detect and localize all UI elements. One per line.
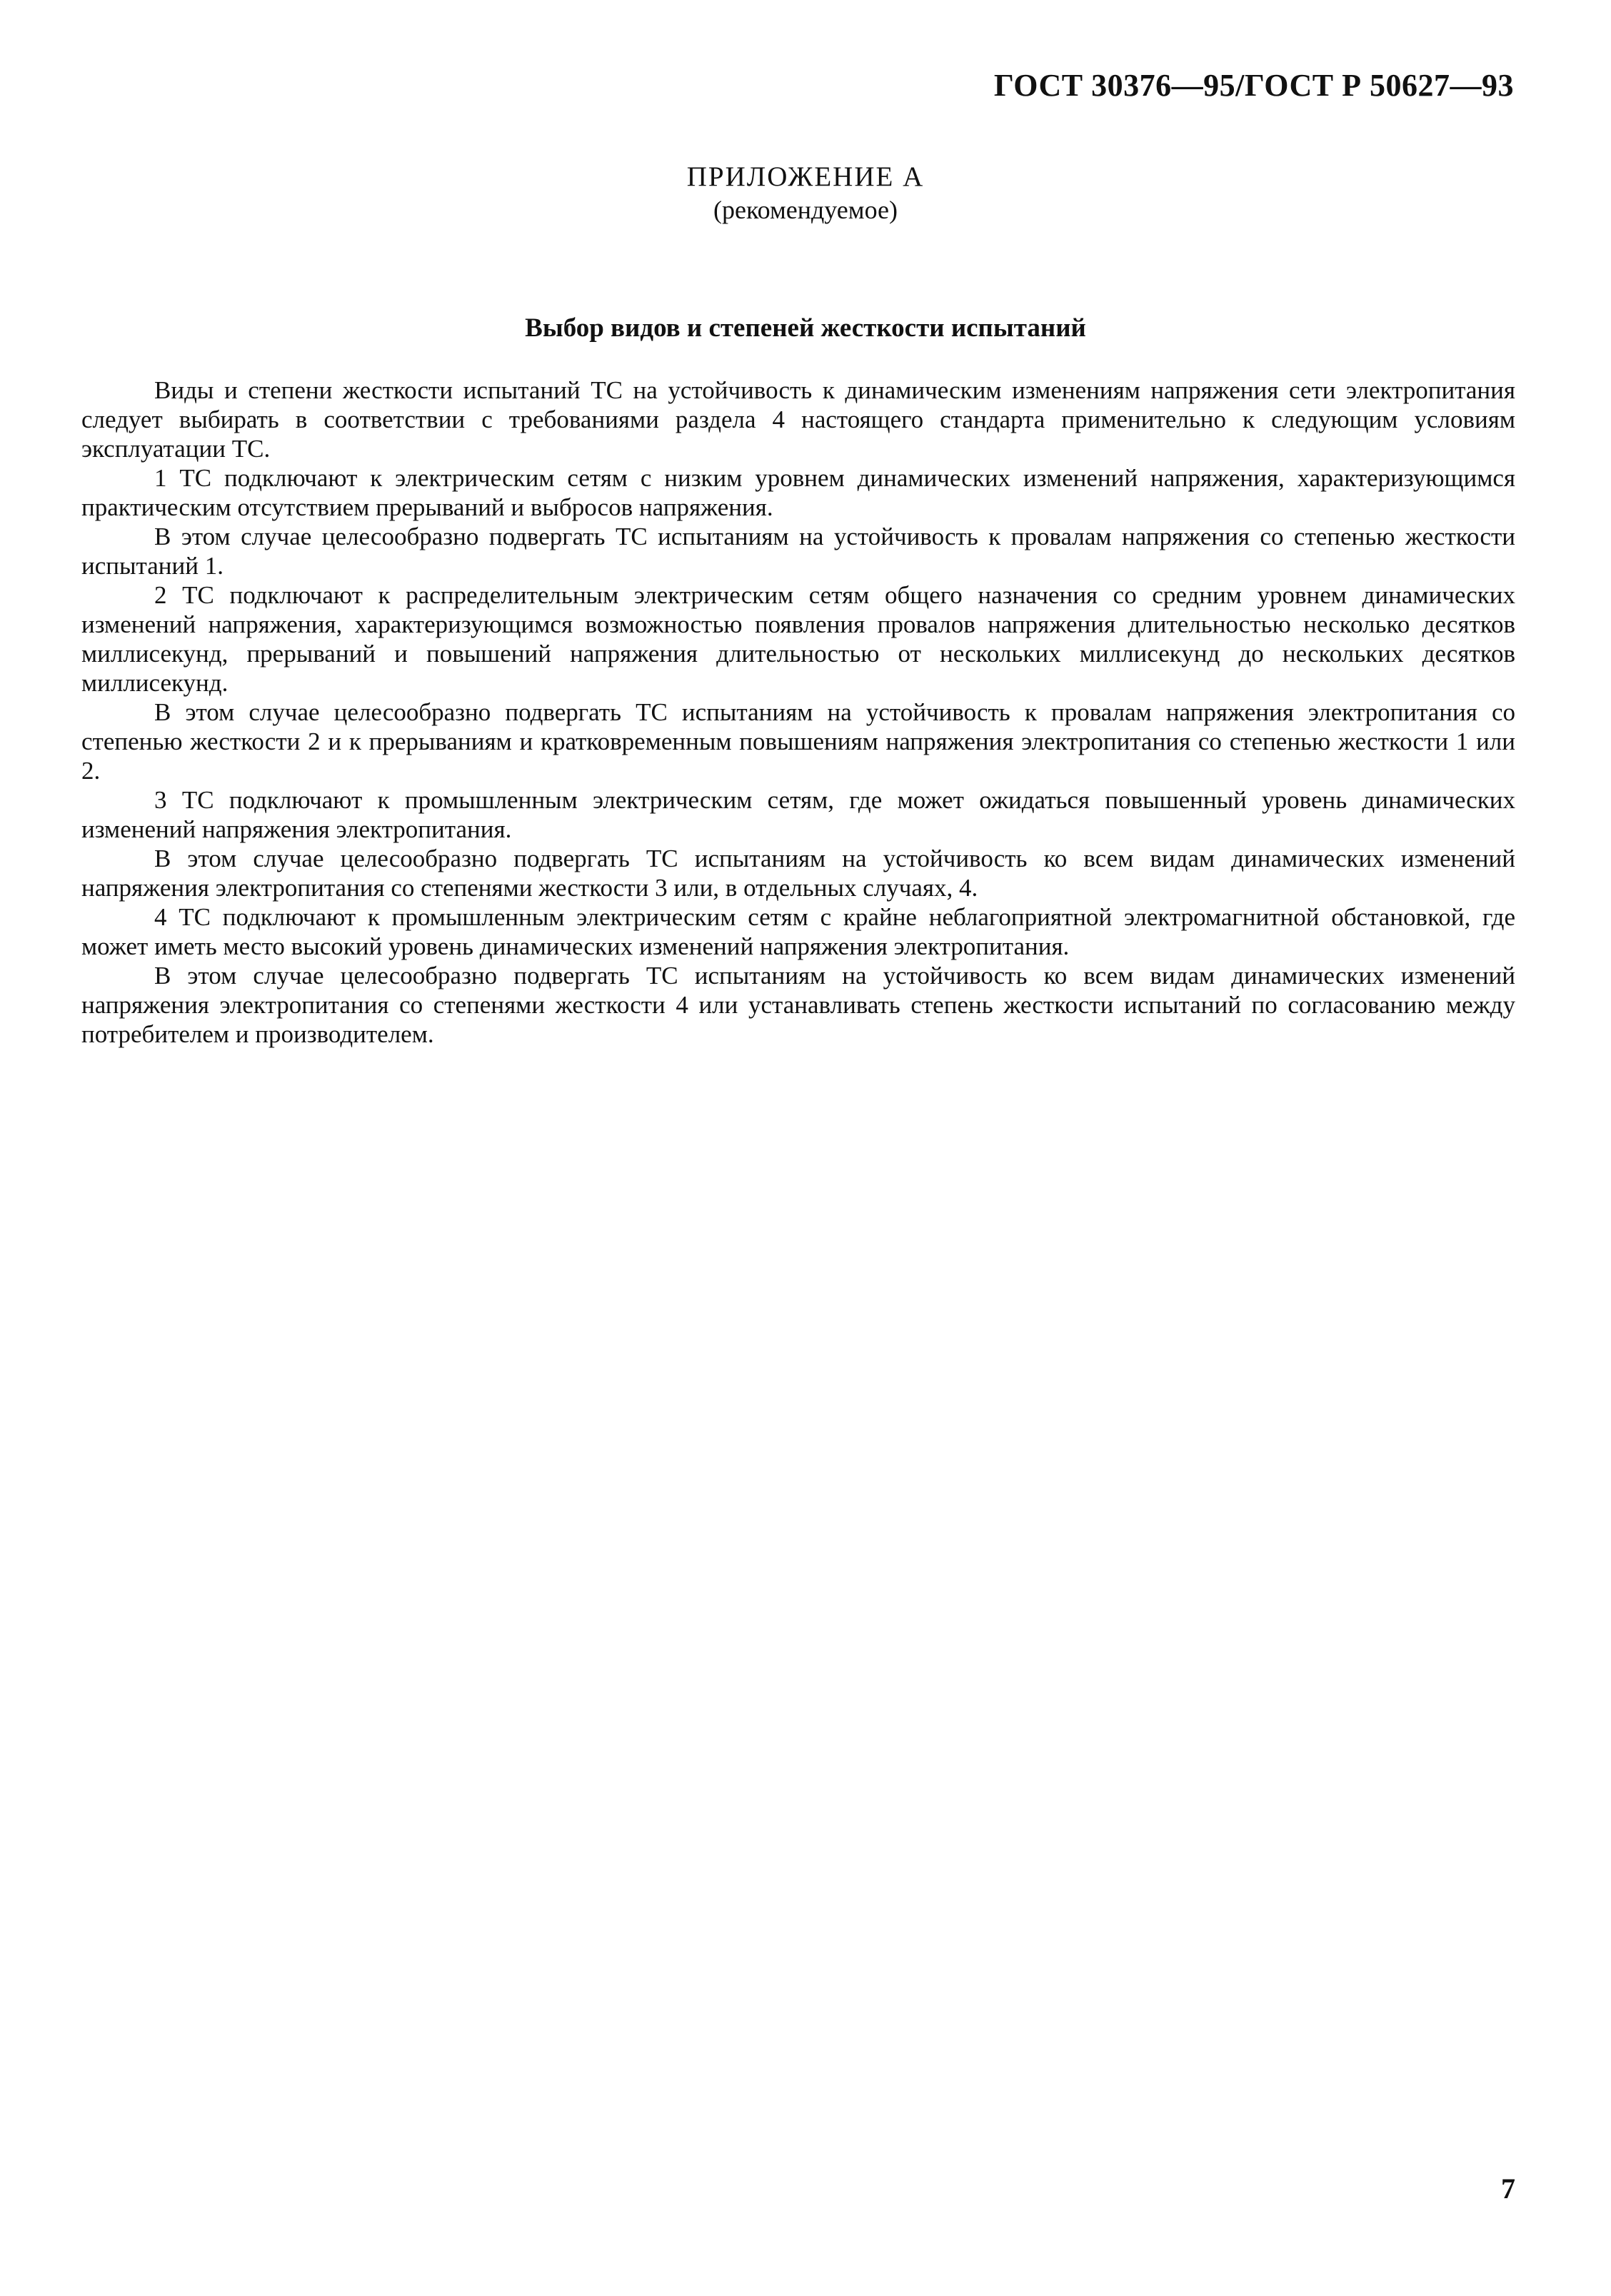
page-number: 7 (1501, 2172, 1515, 2205)
paragraph: В этом случае целесообразно подвергать ТС испытаниям на устойчивость ко всем видам динамических изменений напряжения электропитания со степенями жесткости 3 или, в отдельных случаях, 4. (81, 845, 1515, 902)
annex-heading (0, 160, 1611, 226)
annex-title: ПРИЛОЖЕНИЕ А (686, 161, 925, 192)
paragraph: Виды и степени жесткости испытаний ТС на устойчивость к динамическим изменениям напряжения сети электропитания следует выбирать в соответствии с требованиями раздела 4 настоящего стандарта применительно к следующим условиям эксплуатации ТС. (81, 376, 1515, 463)
annex-status: (рекомендуемое) (713, 196, 898, 224)
paragraph: В этом случае целесообразно подвергать ТС испытаниям на устойчивость к провалам напряжения со степенью жесткости испытаний 1. (81, 523, 1515, 580)
paragraph: 2 ТС подключают к распределительным электрическим сетям общего назначения со средним уровнем динамических изменений напряжения, характеризующимся возможностью появления провалов напряжения длительностью несколько десятков миллисекунд, прерываний и повышений напряжения длительностью от нескольких миллисекунд до нескольких десятков миллисекунд. (81, 581, 1515, 697)
paragraph: 1 ТС подключают к электрическим сетям с низким уровнем динамических изменений напряжения, характеризующимся практическим отсутствием прерываний и выбросов напряжения. (81, 464, 1515, 521)
body-text (81, 376, 1515, 1049)
section-title: Выбор видов и степеней жесткости испытаний (525, 313, 1086, 343)
document-code-header: ГОСТ 30376—95/ГОСТ Р 50627—93 (993, 68, 1514, 103)
paragraph: В этом случае целесообразно подвергать ТС испытаниям на устойчивость к провалам напряжения электропитания со степенью жесткости 2 и к прерываниям и кратковременным повышениям напряжения электропитания со степенью жесткости 1 или 2. (81, 698, 1515, 785)
paragraph: 3 ТС подключают к промышленным электрическим сетям, где может ожидаться повышенный уровень динамических изменений напряжения электропитания. (81, 786, 1515, 843)
paragraph: 4 ТС подключают к промышленным электрическим сетям с крайне неблагоприятной электромагнитной обстановкой, где может иметь место высокий уровень динамических изменений напряжения электропитания. (81, 903, 1515, 960)
paragraph: В этом случае целесообразно подвергать ТС испытаниям на устойчивость ко всем видам динамических изменений напряжения электропитания со степенями жесткости 4 или устанавливать степень жесткости испытаний по согласованию между потребителем и производителем. (81, 962, 1515, 1048)
